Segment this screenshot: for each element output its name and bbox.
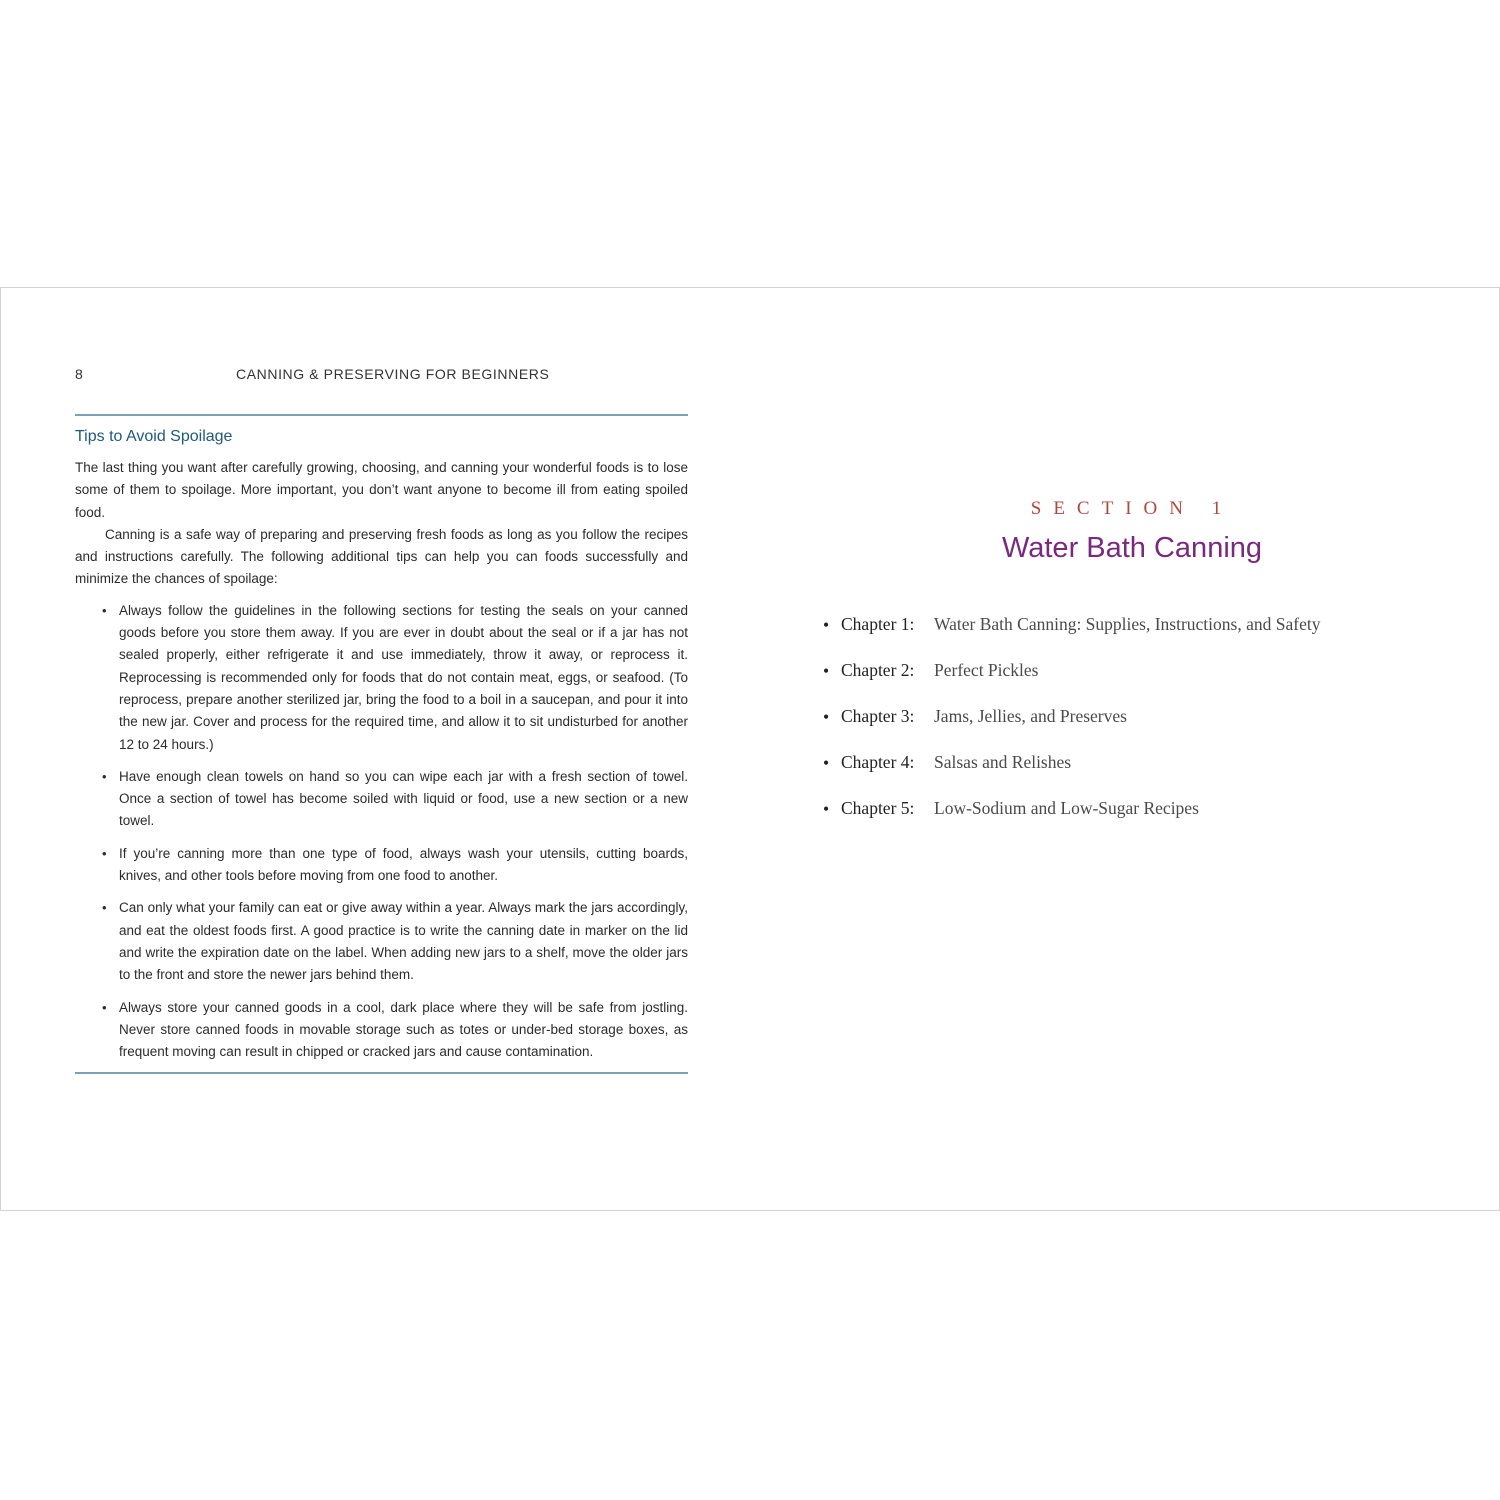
tips-list bbox=[75, 600, 688, 1064]
chapter-label: Chapter 2: bbox=[841, 660, 915, 680]
bullet-icon: • bbox=[823, 615, 830, 635]
tip-text: Always store your canned goods in a cool, dark place where they will be safe from jostling. Never store canned foods in movable storage such as totes or under-bed storage boxes, as frequent moving can result in chipped or cracked jars and cause contamination. bbox=[119, 999, 688, 1060]
section-label: SECTION 1 bbox=[1030, 498, 1234, 519]
running-head: CANNING & PRESERVING FOR BEGINNERS bbox=[236, 366, 550, 382]
tip-item bbox=[75, 600, 688, 756]
chapter-title: Water Bath Canning: Supplies, Instructions, and Safety bbox=[934, 614, 1321, 634]
bullet-icon: • bbox=[823, 707, 830, 727]
tip-text: Can only what your family can eat or give away within a year. Always mark the jars accordingly, and eat the oldest foods first. A good practice is to write the canning date in marker on the lid and write the expiration date on the label. When adding new jars to a shelf, move the older jars to the front and store the newer jars behind them. bbox=[119, 900, 688, 983]
tip-text: Always follow the guidelines in the following sections for testing the seals on your canned goods before you store them away. If you are ever in doubt about the seal or if a jar has not sealed properly, either refrigerate it and use immediately, throw it away, or reprocess it. Reprocessing is recommended only for foods that do not contain meat, eggs, or seafood. (To reprocess, prepare another sterilized jar, bring the food to a boil in a saucepan, and pour it into the new jar. Cover and process for the required time, and allow it to sit undisturbed for another 12 to 24 hours.) bbox=[119, 602, 688, 752]
chapter-label: Chapter 1: bbox=[841, 614, 915, 634]
bullet-icon: • bbox=[823, 661, 830, 681]
tip-text: Have enough clean towels on hand so you can wipe each jar with a fresh section of towel. Once a section of towel has become soiled with liquid or food, use a new section or a new towel. bbox=[119, 768, 688, 829]
tip-item bbox=[75, 997, 688, 1064]
tip-item bbox=[75, 843, 688, 888]
bullet-icon: • bbox=[102, 845, 107, 861]
chapter-title: Salsas and Relishes bbox=[934, 752, 1072, 772]
bullet-icon: • bbox=[102, 768, 107, 784]
bullet-icon: • bbox=[823, 799, 830, 819]
bullet-icon: • bbox=[102, 602, 107, 618]
sidebar-title: Tips to Avoid Spoilage bbox=[75, 428, 233, 445]
tip-item bbox=[75, 766, 688, 833]
tip-text: If you’re canning more than one type of food, always wash your utensils, cutting boards, knives, and other tools before moving from one food to another. bbox=[119, 845, 688, 884]
bullet-icon: • bbox=[102, 900, 107, 916]
chapter-label: Chapter 4: bbox=[841, 752, 915, 772]
page-number: 8 bbox=[75, 366, 83, 382]
intro-paragraph-1: The last thing you want after carefully growing, choosing, and canning your wonderful foods is to lose some of them to spoilage. More important, you don’t want anyone to become ill from eating spoiled food. bbox=[75, 460, 688, 520]
tip-item bbox=[75, 897, 688, 986]
bullet-icon: • bbox=[102, 999, 107, 1015]
chapter-label: Chapter 5: bbox=[841, 798, 915, 818]
intro-paragraph-2: Canning is a safe way of preparing and preserving fresh foods as long as you follow the recipes and instructions carefully. The following additional tips can help you can foods successfully and minimize the chances of spoilage: bbox=[75, 526, 688, 587]
chapter-label: Chapter 3: bbox=[841, 706, 915, 726]
book-spread bbox=[0, 287, 1500, 1211]
section-title: Water Bath Canning bbox=[1001, 532, 1263, 564]
bullet-icon: • bbox=[823, 753, 830, 773]
chapter-title: Low-Sodium and Low-Sugar Recipes bbox=[934, 798, 1199, 818]
chapter-title: Perfect Pickles bbox=[934, 660, 1039, 680]
spoilage-tips-sidebar bbox=[75, 414, 688, 1074]
chapter-title: Jams, Jellies, and Preserves bbox=[934, 706, 1127, 726]
